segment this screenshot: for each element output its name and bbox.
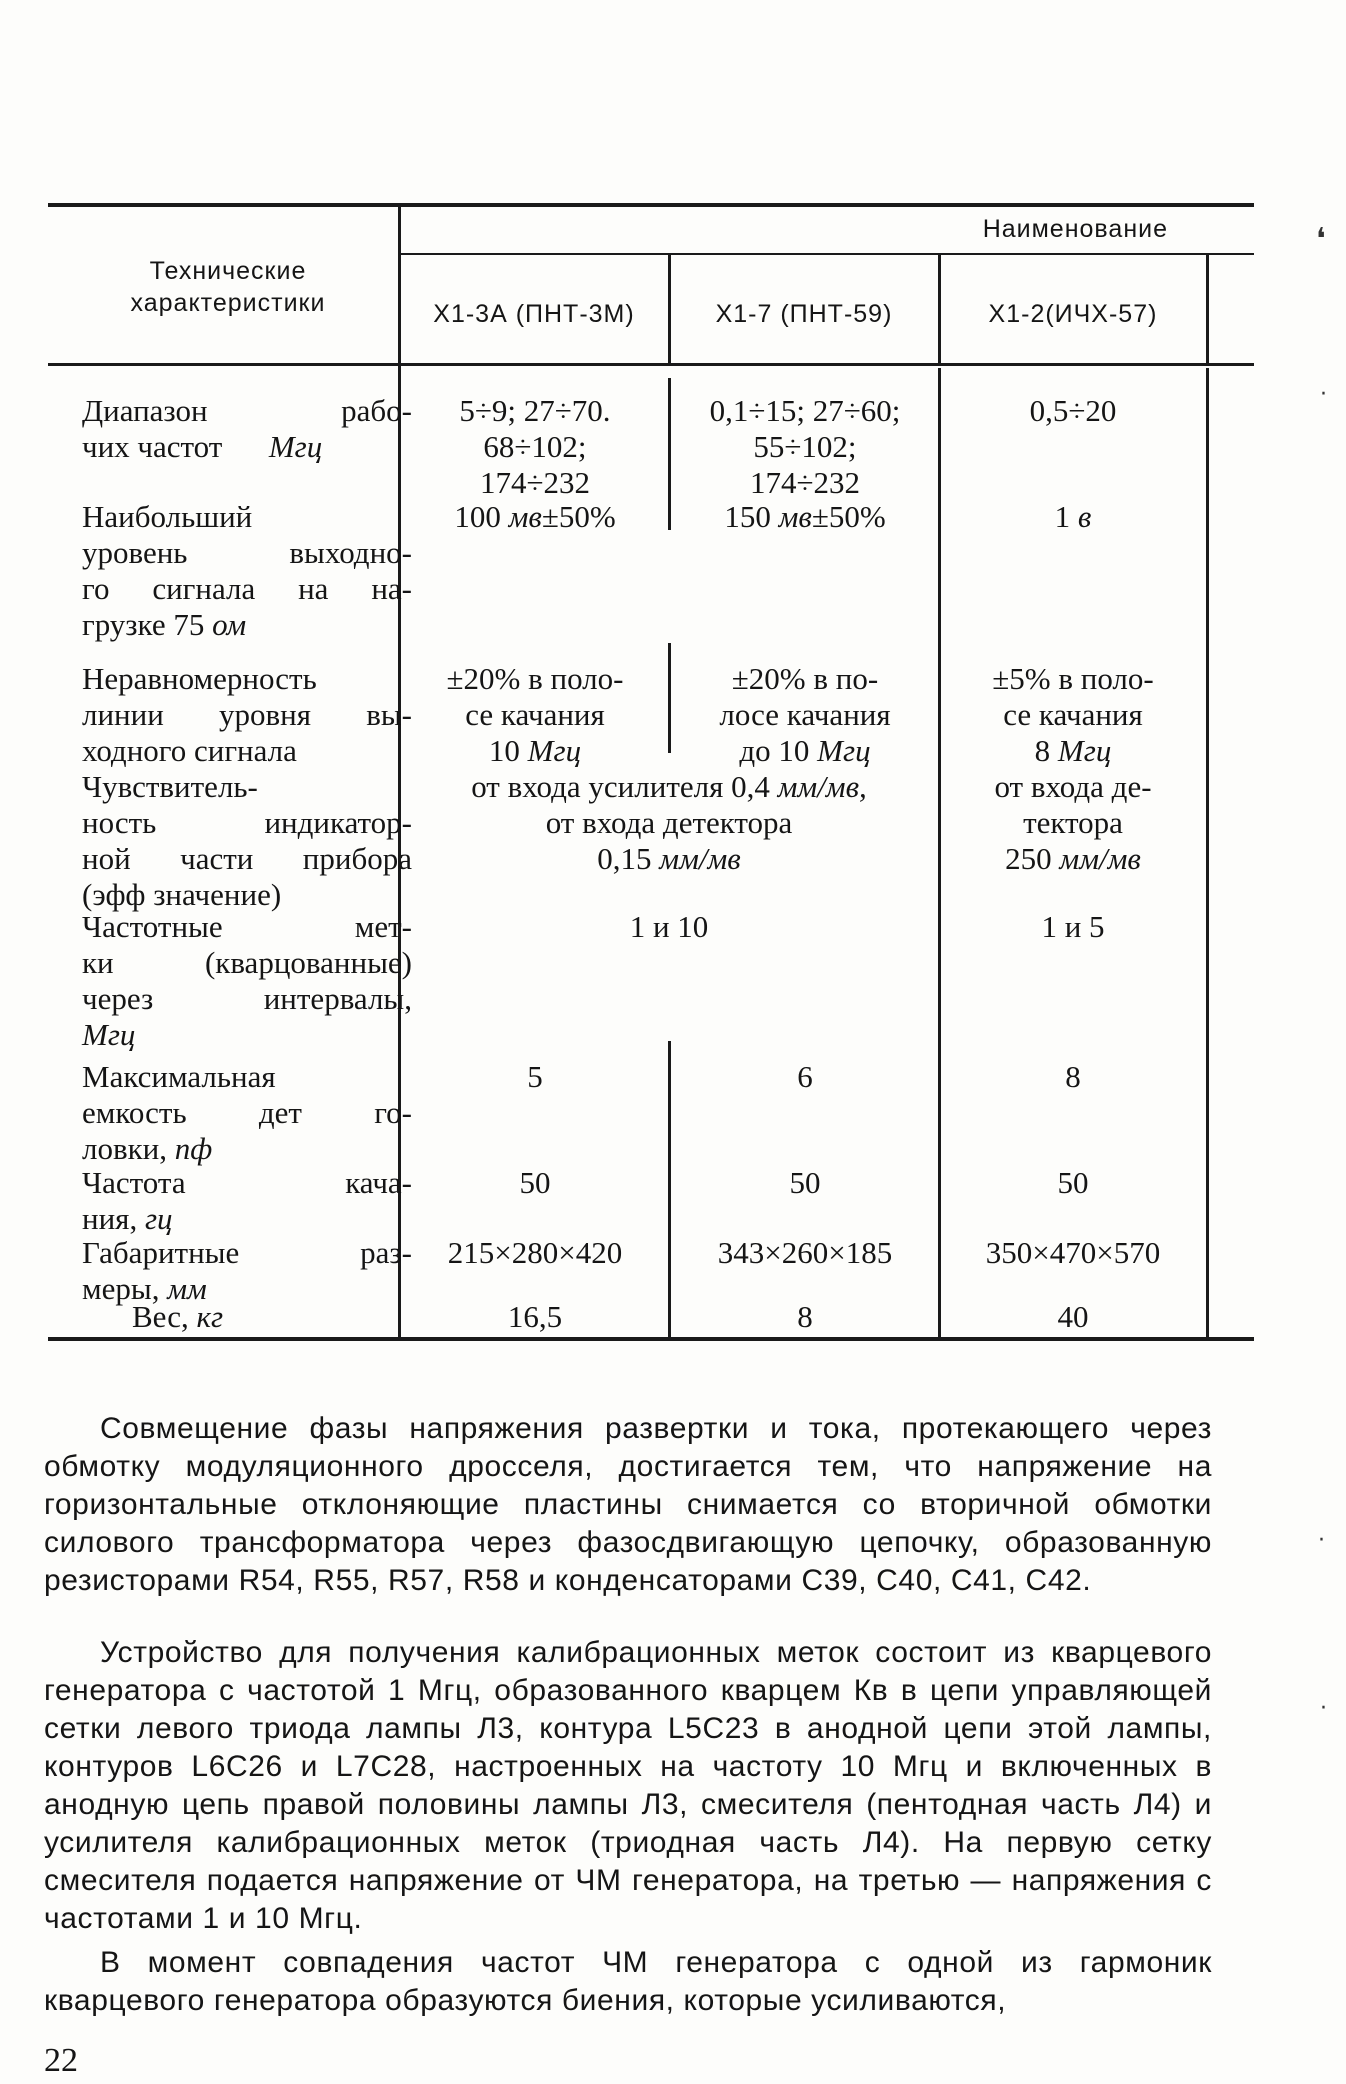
row-label-sensitivity: Чувствитель- ность индикатор- ной части прибора (эфф значение)	[82, 769, 412, 912]
row3-col1: ±20% в поло- се качания 10 Мгц	[446, 661, 624, 768]
row-label-sweep-frequency: Частота кача- ния, гц	[82, 1165, 412, 1236]
row2-col2: 150 мв±50%	[724, 499, 886, 534]
row9-col3: 40	[1057, 1299, 1089, 1334]
row8-col2: 343×260×185	[717, 1235, 893, 1270]
row4-col12: от входа усилителя 0,4 мм/мв, от входа детектора 0,15 мм/мв	[471, 769, 867, 876]
row2-col3: 1 в	[1054, 499, 1092, 534]
scan-mark: ·	[1320, 1696, 1327, 1721]
row1-col3: 0,5÷20	[1029, 393, 1117, 428]
row4-col3: от входа де- тектора 250 мм/мв	[994, 769, 1152, 876]
row6-col2: 6	[797, 1059, 813, 1094]
scan-mark: ❛	[1316, 222, 1326, 257]
row3-col2: ±20% в по- лосе качания до 10 Мгц	[719, 661, 891, 768]
row6-col3: 8	[1065, 1059, 1081, 1094]
row8-col1: 215×280×420	[447, 1235, 623, 1270]
page-number: 22	[44, 2042, 78, 2079]
header-characteristics: Технические характеристики	[130, 257, 326, 317]
row-label-frequency-range: Диапазон рабо- чих частот Мгц	[82, 393, 412, 464]
row9-col1: 16,5	[507, 1299, 563, 1334]
row8-col3: 350×470×570	[985, 1235, 1161, 1270]
row-label-dimensions: Габаритные раз- меры, мм	[82, 1235, 412, 1306]
paragraph-3: В момент совпадения частот ЧМ генератора с одной из гармоник кварцевого генератора образуются биения, которые усиливаются,	[44, 1946, 1212, 2017]
row-label-non-uniformity: Неравномерность линии уровня вы- ходного сигнала	[82, 661, 412, 768]
row3-col3: ±5% в поло- се качания 8 Мгц	[992, 661, 1154, 768]
paragraph-1: Совмещение фазы напряжения развертки и тока, протекающего через обмотку модуляционного дросселя, достигается тем, что напряжение на горизонтальные отклоняющие пластины снимается со вторичной обмотки силового трансформатора через фазосдвигающую цепочку, образованную резисторами R54, R55, R57, R58 и конденсаторами C39, C40, C41, C42.	[44, 1412, 1212, 1597]
paragraph-2: Устройство для получения калибрационных меток состоит из кварцевого генератора с частотой 1 Мгц, образованного кварцем Кв в цепи управляющей сетки левого триода лампы Л3, контура L5C23 в анодной цепи этой лампы, контуров L6C26 и L7C28, настроенных на частоту 10 Мгц и включенных в анодную цепь правой половины лампы Л3, смесителя (пентодная часть Л4) и усилителя калибрационных меток (триодная часть Л4). На первую сетку смесителя подается напряжение от ЧМ генератора, на третью — напряжения с частотами 1 и 10 Мгц.	[44, 1636, 1212, 1935]
row7-col3: 50	[1057, 1165, 1089, 1200]
row2-col1: 100 мв±50%	[454, 499, 616, 534]
row5-col12: 1 и 10	[629, 909, 709, 944]
row9-col2: 8	[797, 1299, 813, 1334]
row-label-weight: Вес, кг	[132, 1299, 224, 1334]
row-label-max-capacitance: Максимальная емкость дет го- ловки, пф	[82, 1059, 412, 1166]
scan-mark: ·	[1320, 382, 1327, 407]
table-top-rule	[48, 203, 1254, 207]
header-bottom-rule	[48, 363, 1254, 366]
row1-col1: 5÷9; 27÷70. 68÷102; 174÷232	[459, 393, 611, 500]
scan-mark: ·	[1318, 1528, 1325, 1553]
header-name-group: Наименование	[982, 215, 1168, 243]
header-col-2: Х1-7 (ПНТ-59)	[715, 300, 893, 328]
row-label-max-output: Наибольший уровень выходно- го сигнала на на- грузке 75 ом	[82, 499, 412, 642]
header-col-3: Х1-2(ИЧХ-57)	[988, 300, 1158, 328]
table-bottom-rule	[48, 1337, 1254, 1341]
specifications-table	[48, 203, 1254, 1341]
row7-col2: 50	[789, 1165, 821, 1200]
header-col-1: Х1-3А (ПНТ-3М)	[433, 300, 635, 328]
row5-col3: 1 и 5	[1041, 909, 1105, 944]
column-divider-4	[1206, 368, 1209, 1337]
row1-col2: 0,1÷15; 27÷60; 55÷102; 174÷232	[709, 393, 901, 500]
row7-col1: 50	[519, 1165, 551, 1200]
row-label-frequency-markers: Частотные мет- ки (кварцованные) через интервалы, Мгц	[82, 909, 412, 1052]
row6-col1: 5	[527, 1059, 543, 1094]
header-group-rule	[400, 253, 1254, 255]
column-divider-4-header	[1206, 255, 1209, 363]
